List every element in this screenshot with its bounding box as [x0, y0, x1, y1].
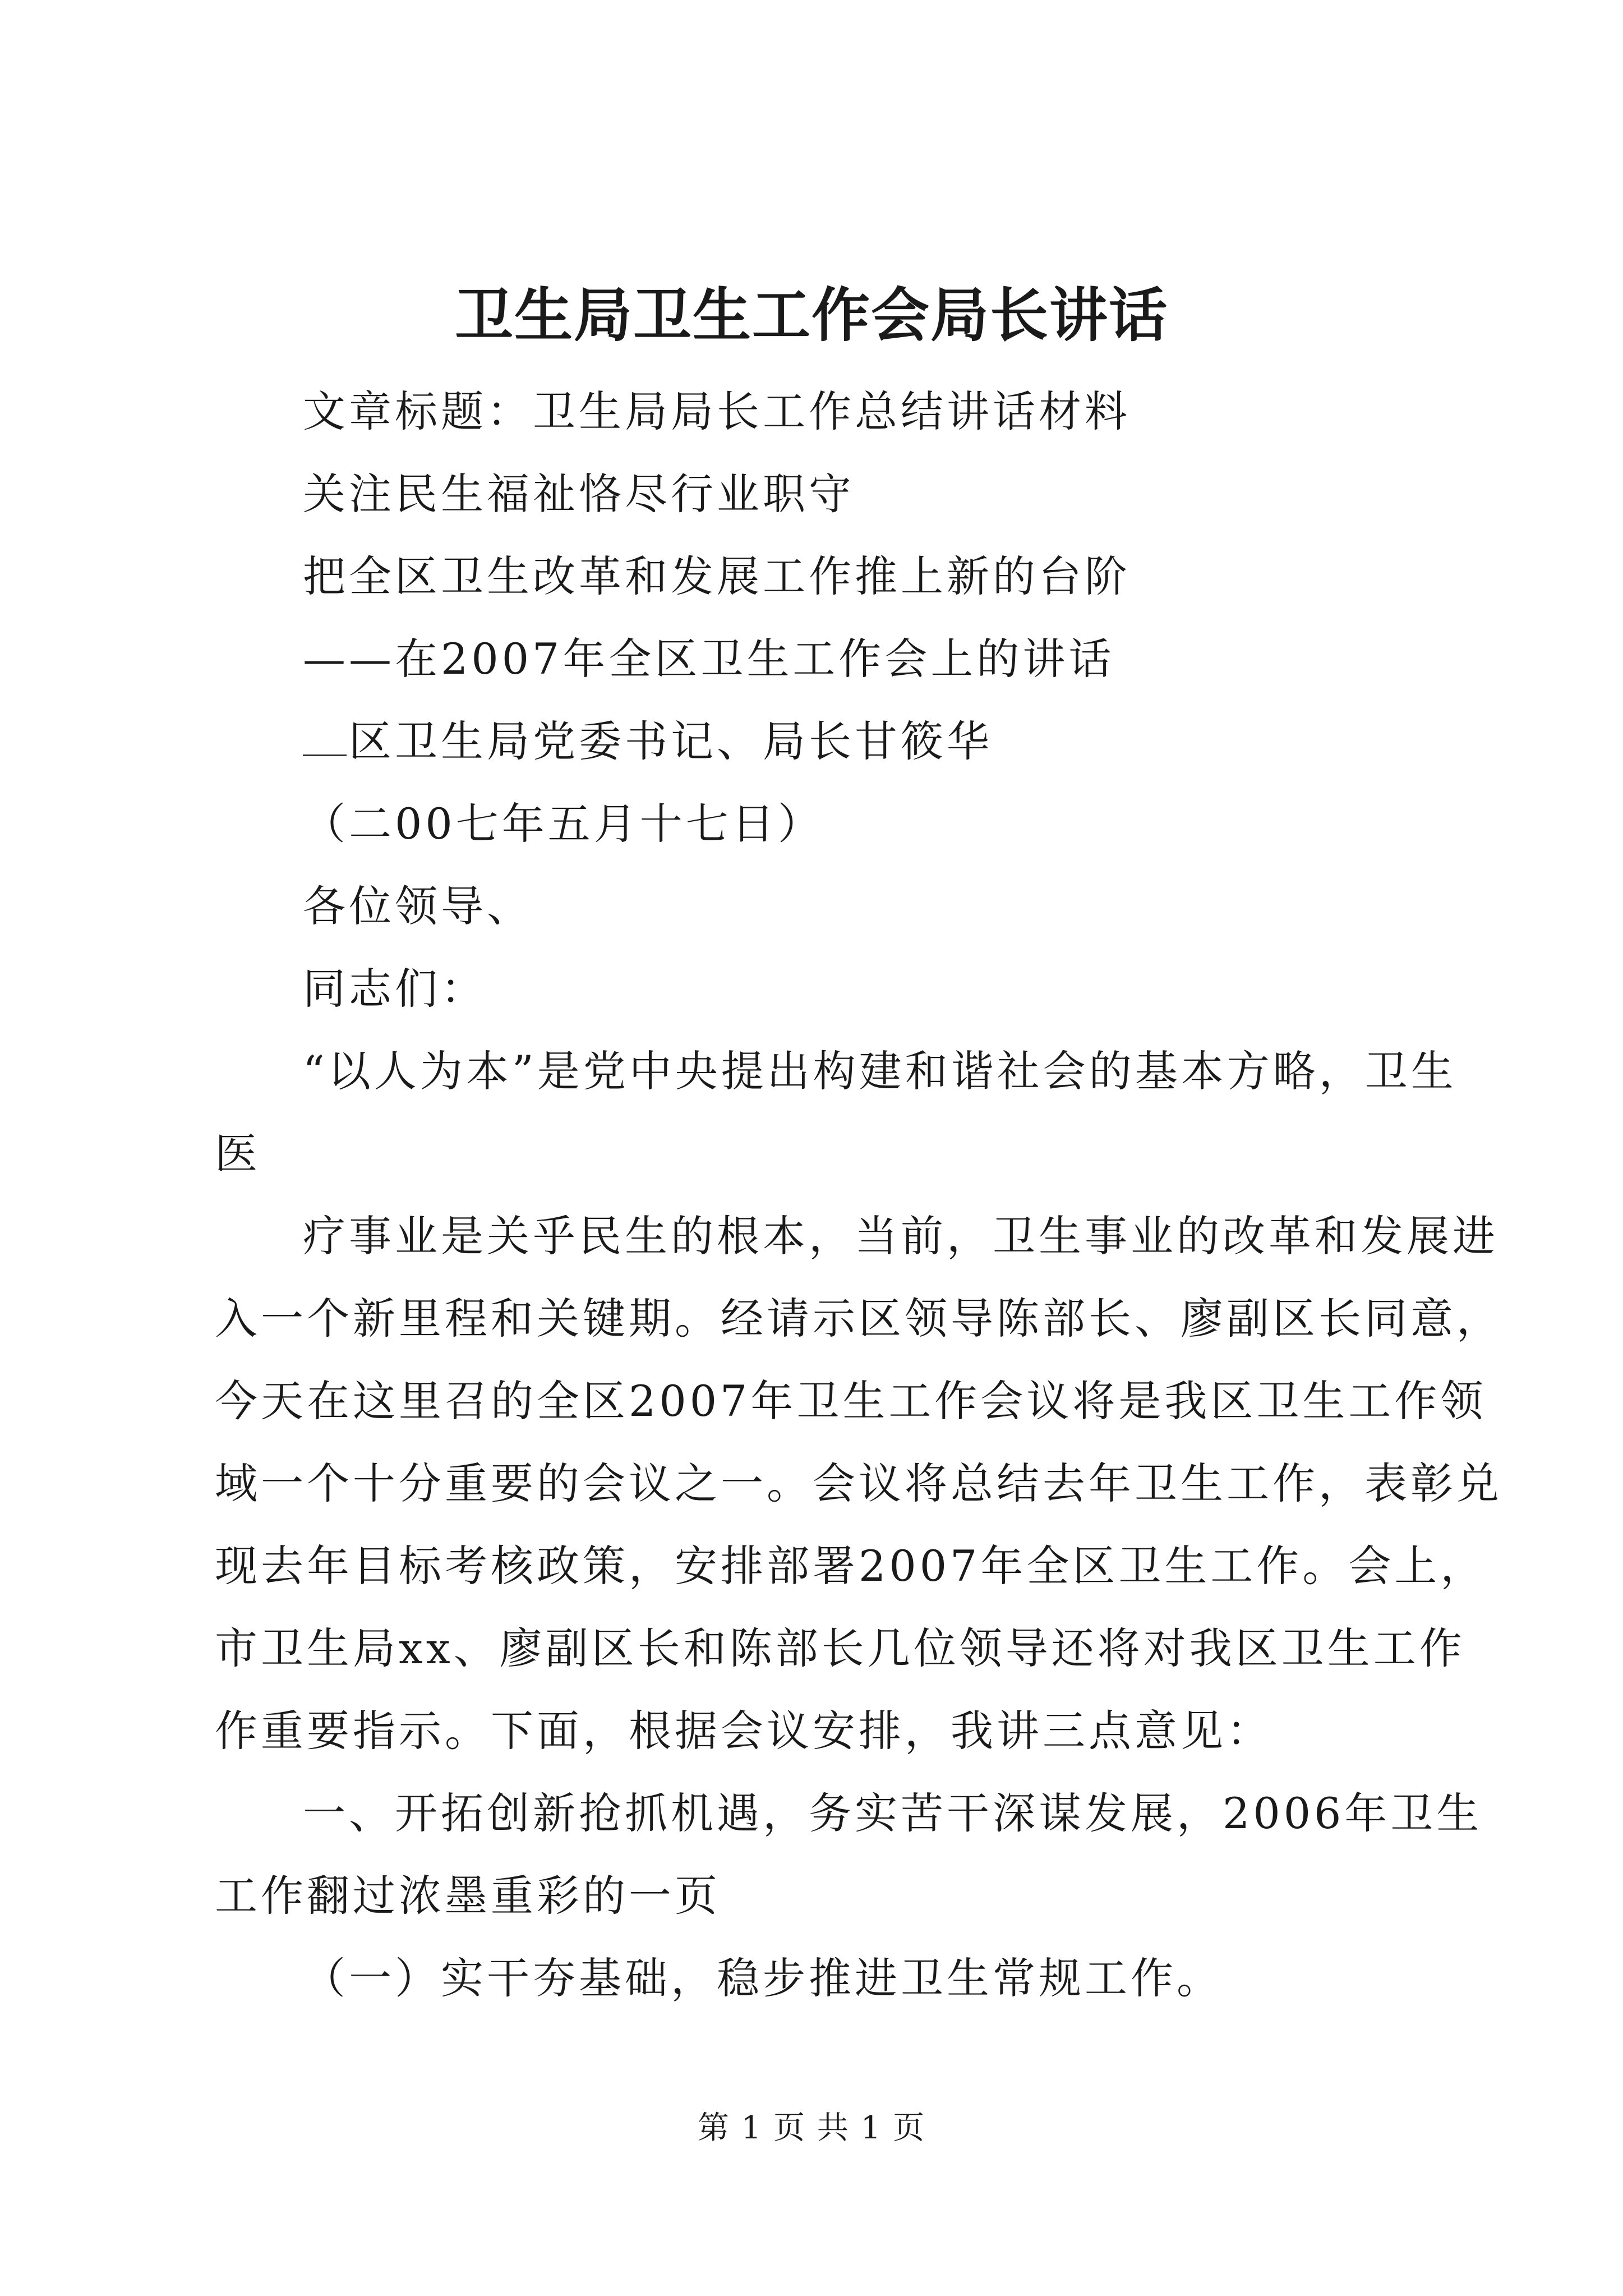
- body-line: 市卫生局xx、廖副区长和陈部长几位领导还将对我区卫生工作: [215, 1623, 1465, 1673]
- body-line: 域一个十分重要的会议之一。会议将总结去年卫生工作，表彰兑: [215, 1458, 1502, 1508]
- body-line: 今天在这里召的全区2007年卫生工作会议将是我区卫生工作领: [215, 1376, 1487, 1426]
- body-line: 作重要指示。下面，根据会议安排，我讲三点意见：: [215, 1706, 1272, 1756]
- body-line: 疗事业是关乎民生的根本，当前，卫生事业的改革和发展进: [303, 1211, 1498, 1261]
- section-heading-line: 一、开拓创新抢抓机遇，务实苦干深谋发展，2006年卫生: [303, 1788, 1483, 1838]
- salutation-line-2: 同志们：: [303, 964, 487, 1014]
- article-title-line: 文章标题：卫生局局长工作总结讲话材料: [303, 386, 1131, 436]
- body-line: 入一个新里程和关键期。经请示区领导陈部长、廖副区长同意，: [215, 1294, 1502, 1343]
- blank-underline: [303, 721, 347, 756]
- date-line: （二00七年五月十七日）: [303, 799, 824, 849]
- page-footer: 第 1 页 共 1 页: [697, 2110, 926, 2146]
- body-line: 医: [215, 1129, 261, 1179]
- body-line: 现去年目标考核政策，安排部署2007年全区卫生工作。会上，: [215, 1541, 1487, 1591]
- speech-occasion-line: ——在2007年全区卫生工作会上的讲话: [303, 634, 1115, 684]
- subsection-heading-line: （一）实干夯基础，稳步推进卫生常规工作。: [303, 1953, 1223, 2003]
- speaker-text: 区卫生局党委书记、局长甘筱华: [349, 716, 993, 766]
- body-line: “以人为本”是党中央提出构建和谐社会的基本方略，卫生: [303, 1046, 1457, 1096]
- subtitle-line-1: 关注民生福祉恪尽行业职守: [303, 469, 855, 519]
- document-title: 卫生局卫生工作会局长讲话: [454, 280, 1168, 349]
- section-heading-line: 工作翻过浓墨重彩的一页: [215, 1871, 721, 1921]
- salutation-line-1: 各位领导、: [303, 881, 533, 931]
- subtitle-line-2: 把全区卫生改革和发展工作推上新的台阶: [303, 551, 1131, 601]
- speaker-line: [303, 716, 993, 767]
